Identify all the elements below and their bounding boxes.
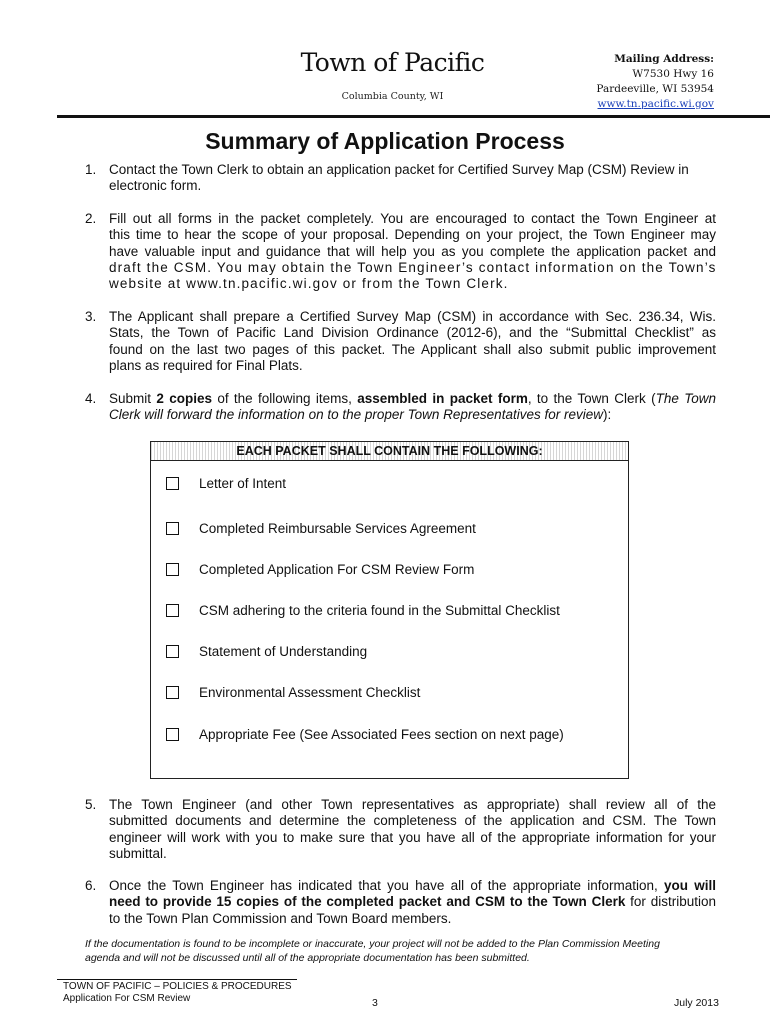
step-text-line: to the Town Plan Commission and Town Board members. [109,910,452,926]
header-divider [57,115,770,118]
website-link[interactable]: www.tn.pacific.wi.gov [597,98,714,110]
step-text-line [109,878,716,894]
step-text-line: found on the last two pages of this packet. The Applicant shall also submit public improvement [109,341,716,357]
address-line-2: Pardeeville, WI 53954 [596,83,714,95]
checkbox[interactable] [166,522,179,535]
checkbox[interactable] [166,563,179,576]
note-line: If the documentation is found to be incomplete or inaccurate, your project will not be added to the Plan Commission Meeting [85,938,660,950]
page-title: Summary of Application Process [205,128,565,154]
emphasis-copies: 2 copies [156,391,212,406]
checkbox[interactable] [166,645,179,658]
step-text-line [109,894,716,910]
footer-organization: TOWN OF PACIFIC – POLICIES & PROCEDURES [63,981,292,992]
text-run: ): [602,407,612,423]
checkbox[interactable] [166,477,179,490]
step-number: 6. [85,878,97,893]
step-text-line: submittal. [109,845,167,861]
packet-contents-box [150,441,629,779]
footer-date: July 2013 [674,997,719,1009]
step-text-line: this time to hear the scope of your proposal. Depending on your project, the Town Engineer may [109,227,716,243]
mailing-address-label: Mailing Address: [614,53,714,65]
checklist-label: Completed Application For CSM Review Form [199,562,475,577]
packet-box-heading: EACH PACKET SHALL CONTAIN THE FOLLOWING: [151,442,628,461]
step-text-line: The Applicant shall prepare a Certified Survey Map (CSM) in accordance with Sec. 236.34, Wis. [109,309,716,324]
county-name: Columbia County, WI [341,91,444,102]
town-name: Town of Pacific [300,48,485,77]
checklist-label: Appropriate Fee (See Associated Fees section on next page) [199,727,564,742]
text-run: for distribution [625,894,716,910]
checklist-label: Completed Reimbursable Services Agreement [199,521,476,536]
step-text-line [109,407,716,423]
step-number: 1. [85,162,97,177]
step-text-line: website at www.tn.pacific.wi.gov or from the Town Clerk. [109,276,509,292]
checklist-label: Letter of Intent [199,476,287,491]
note-line: agenda and will not be discussed until all of the appropriate documentation has been submitted. [85,951,530,964]
page-number: 3 [372,997,378,1009]
step-text-line [109,391,716,407]
step-text-line: The Town Engineer (and other Town representatives as appropriate) shall review all of the [109,797,716,812]
checklist-label: CSM adhering to the criteria found in the Submittal Checklist [199,603,560,618]
text-run: Submit [109,391,157,406]
step-text-line: plans as required for Final Plats. [109,357,303,373]
footer-document-name: Application For CSM Review [63,993,191,1004]
text-run: Once the Town Engineer has indicated that you have all of the appropriate information, [109,878,665,893]
step-text-line: draft the CSM. You may obtain the Town Engineer’s contact information on the Town’s [109,259,717,275]
step-text-line: submitted documents and determine the completeness of the application and CSM. The Town [109,813,716,829]
emphasis-15-copies: need to provide 15 copies of the completed packet and CSM to the Town Clerk [109,894,626,910]
step-text-line: engineer will work with you to make sure that you have all of the appropriate information for your [109,829,716,845]
step-text-line: Contact the Town Clerk to obtain an application packet for Certified Survey Map (CSM) Review in [109,162,689,177]
step-text-line: Fill out all forms in the packet completely. You are encouraged to contact the Town Engineer at [109,211,716,226]
checklist-label: Environmental Assessment Checklist [199,685,421,700]
checkbox[interactable] [166,604,179,617]
incomplete-documentation-note [85,938,725,965]
step-number: 5. [85,797,97,812]
step-text-line: have valuable input and guidance that will help you as you complete the application packet and [109,243,716,259]
step-number: 3. [85,309,97,324]
emphasis-you-will: you will [664,878,716,893]
text-run: of the following items, [211,391,358,406]
footer-divider [57,979,297,980]
text-run: , to the Town Clerk ( [527,391,656,406]
italic-run: Clerk will forward the information on to the proper Town Representatives for review [109,407,603,423]
checkbox[interactable] [166,686,179,699]
emphasis-packet-form: assembled in packet form [357,391,528,406]
italic-run: The Town [655,391,716,406]
step-text-line: Stats, the Town of Pacific Land Division Ordinance (2012-6), and the “Submittal Checklist” as [109,325,716,341]
checkbox[interactable] [166,728,179,741]
step-text-line: electronic form. [109,178,202,194]
checklist-label: Statement of Understanding [199,644,368,659]
step-number: 4. [85,391,97,406]
step-number: 2. [85,211,97,226]
mailing-address [596,52,714,112]
address-line-1: W7530 Hwy 16 [632,68,714,80]
